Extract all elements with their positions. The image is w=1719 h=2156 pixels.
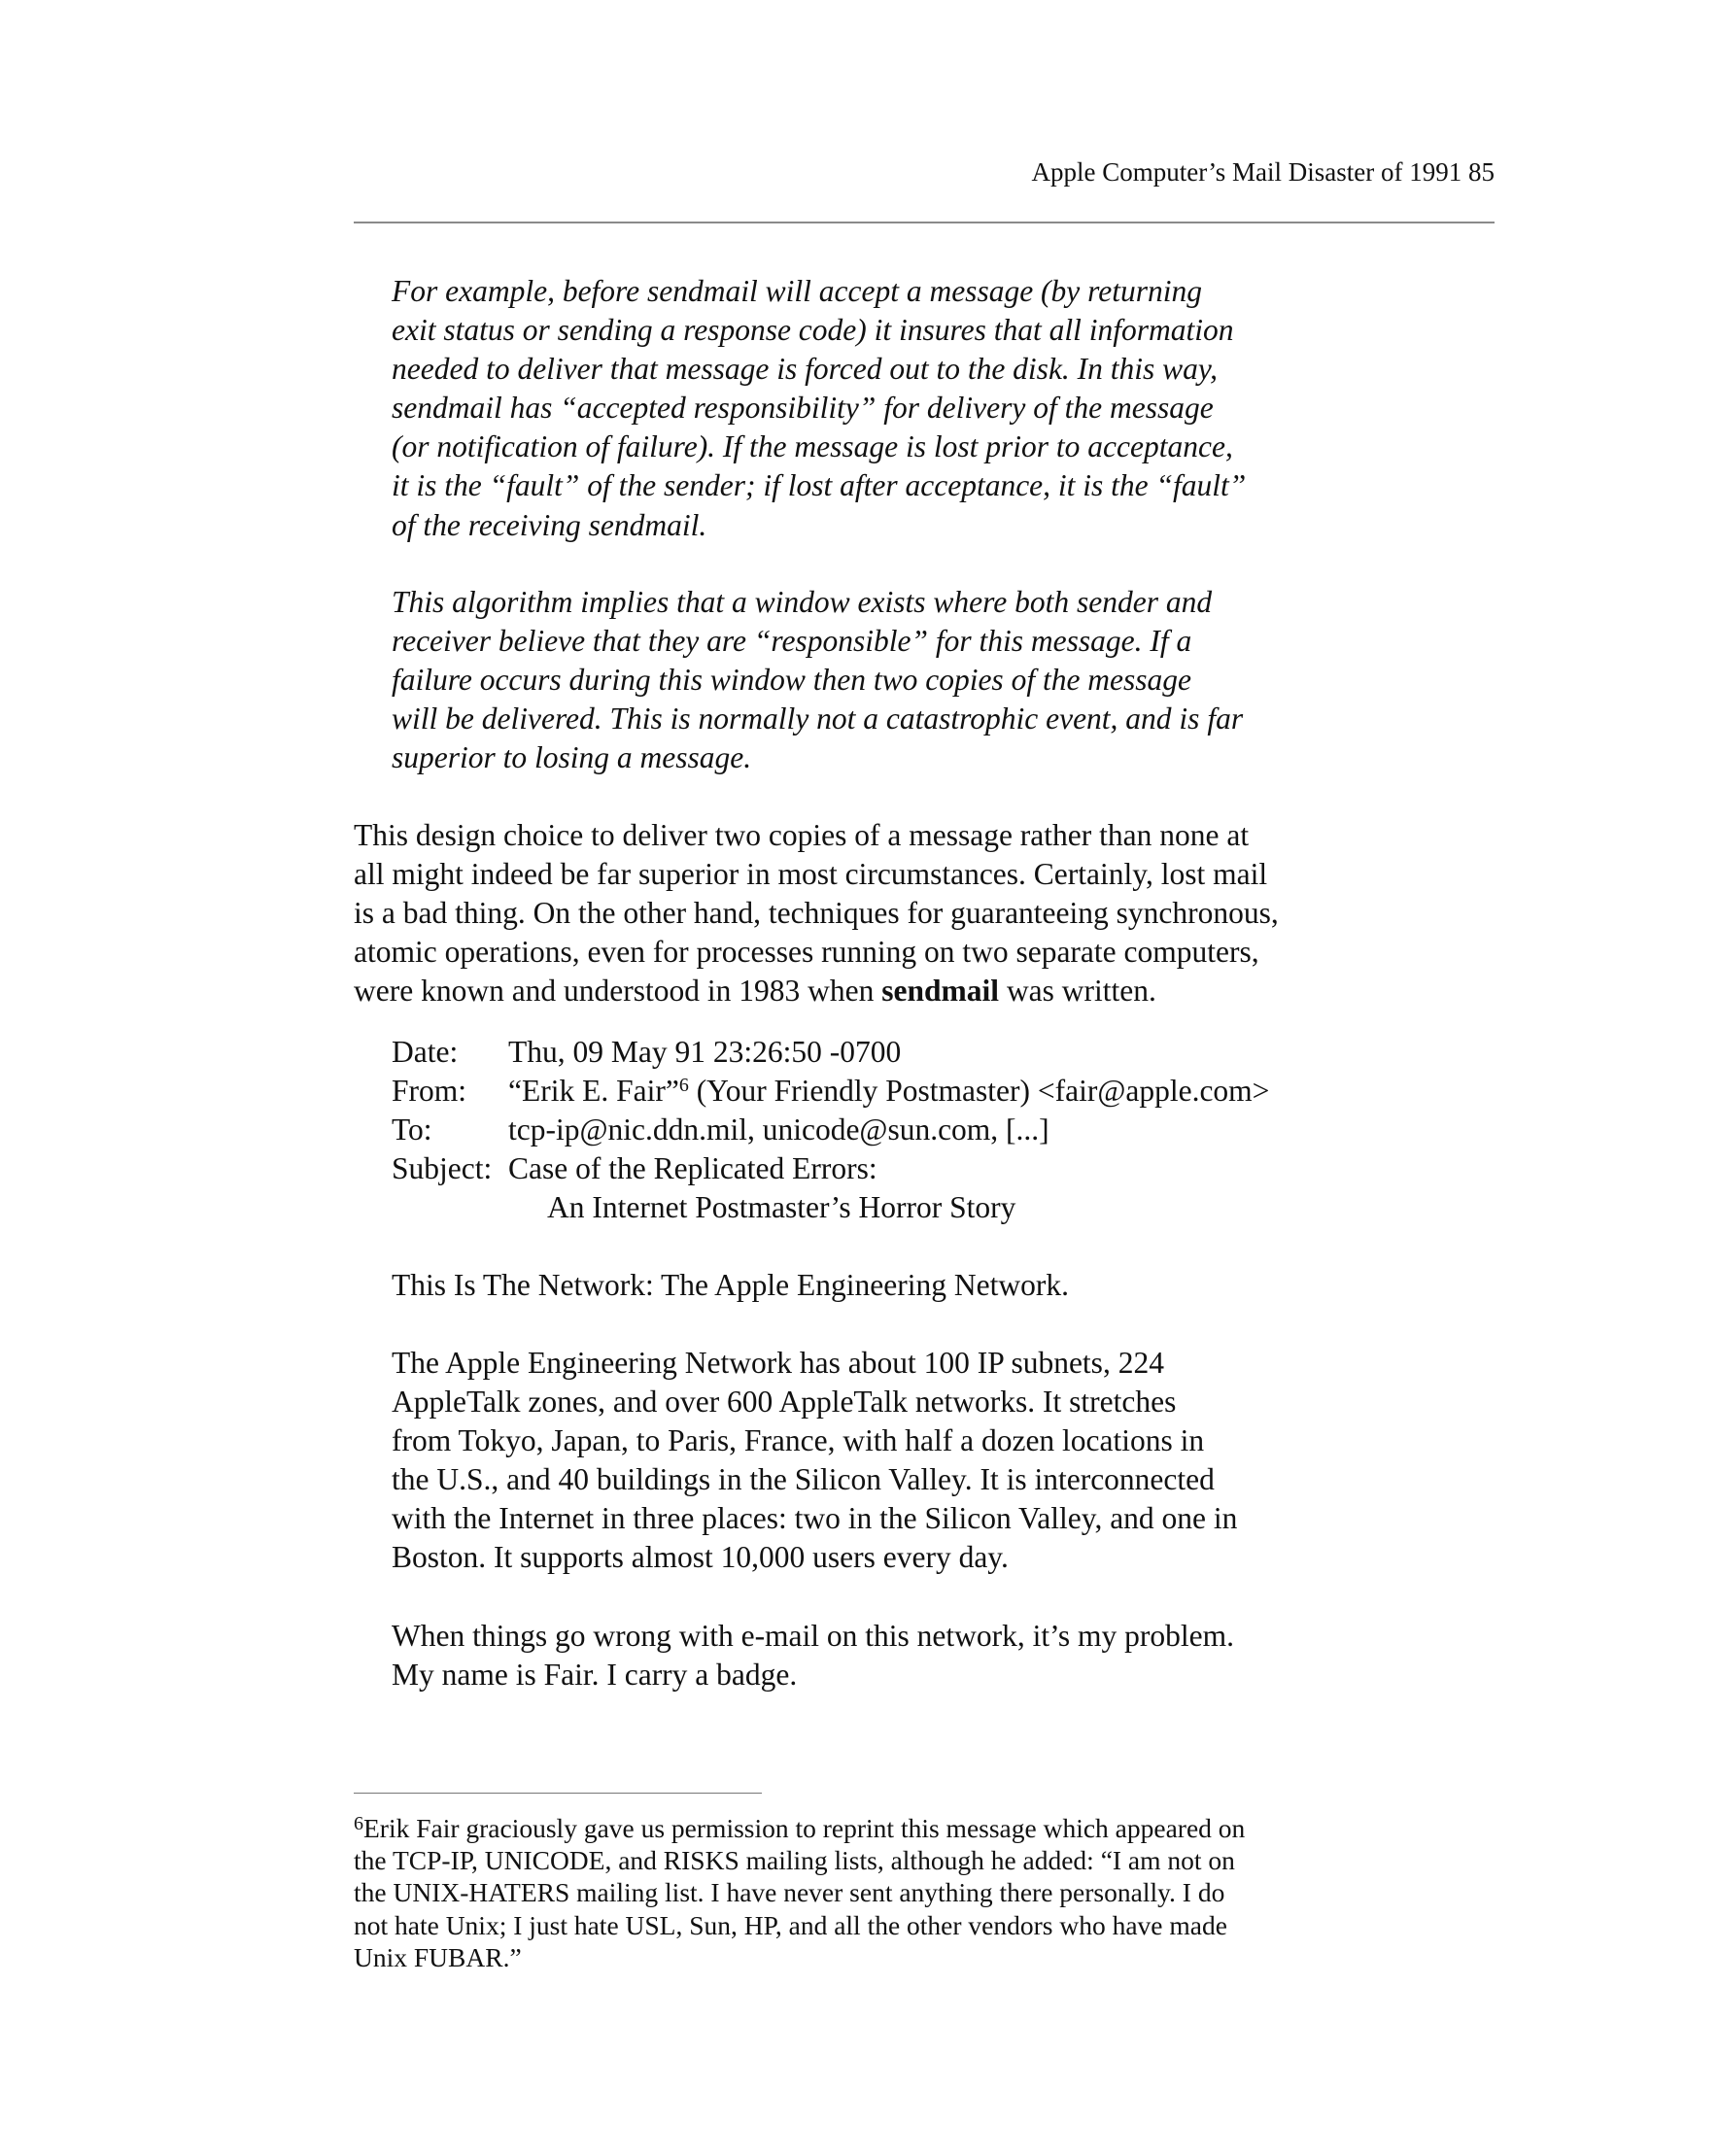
from-value <box>508 1072 1269 1111</box>
from-address: (Your Friendly Postmaster) <fair@apple.com> <box>688 1074 1270 1109</box>
body-text: were known and understood in 1983 when <box>354 974 882 1009</box>
footnote-line <box>354 1812 1335 1844</box>
footnote-line: not hate Unix; I just hate USL, Sun, HP, and all the other vendors who have made <box>354 1909 1227 1940</box>
footnote-line: Unix FUBAR.” <box>354 1941 522 1972</box>
date-label: Date: <box>392 1035 459 1069</box>
email-line: When things go wrong with e-mail on this network, it’s my problem. <box>392 1619 1235 1653</box>
to-label: To: <box>392 1112 432 1147</box>
from-label: From: <box>392 1074 467 1109</box>
quote-line: receiver believe that they are “responsible” for this message. If a <box>392 624 1192 659</box>
quote-line: For example, before sendmail will accept a message (by returning <box>392 274 1202 308</box>
footnote-line: the UNIX-HATERS mailing list. I have never sent anything there personally. I do <box>354 1877 1225 1908</box>
quote-line: needed to deliver that message is forced out to the disk. In this way, <box>392 352 1219 387</box>
email-line: with the Internet in three places: two in the Silicon Valley, and one in <box>392 1501 1238 1536</box>
quote-paragraph-2 <box>392 583 1290 777</box>
email-line: the U.S., and 40 buildings in the Silicon Valley. It is interconnected <box>392 1462 1215 1497</box>
body-line: This design choice to deliver two copies of a message rather than none at <box>354 818 1250 852</box>
body-line-last <box>354 972 1335 1010</box>
email-line: from Tokyo, Japan, to Paris, France, with half a dozen locations in <box>392 1423 1205 1458</box>
subject-header <box>392 1149 1269 1188</box>
running-head: Apple Computer’s Mail Disaster of 1991 85 <box>1031 157 1495 187</box>
quote-line: it is the “fault” of the sender; if lost after acceptance, it is the “fault” <box>392 468 1247 503</box>
footnote-text: Erik Fair graciously gave us permission to reprint this message which appeared on <box>363 1813 1246 1843</box>
body-line: is a bad thing. On the other hand, techniques for guaranteeing synchronous, <box>354 896 1279 931</box>
header-rule <box>354 222 1495 223</box>
from-header <box>392 1072 1269 1111</box>
to-header <box>392 1111 1269 1149</box>
email-line: AppleTalk zones, and over 600 AppleTalk networks. It stretches <box>392 1385 1177 1420</box>
email-line: My name is Fair. I carry a badge. <box>392 1658 798 1693</box>
footnote-line: the TCP-IP, UNICODE, and RISKS mailing lists, although he added: “I am not on <box>354 1845 1235 1876</box>
body-line: all might indeed be far superior in most circumstances. Certainly, lost mail <box>354 857 1268 892</box>
sendmail-term: sendmail <box>881 974 1000 1009</box>
body-text: was written. <box>999 974 1156 1009</box>
footnote-mark: 6 <box>354 1813 363 1834</box>
body-paragraph <box>354 816 1335 1010</box>
email-line: Boston. It supports almost 10,000 users every day. <box>392 1540 1009 1575</box>
quote-line: superior to losing a message. <box>392 740 752 775</box>
from-name: “Erik E. Fair” <box>508 1074 679 1109</box>
date-header <box>392 1033 1269 1072</box>
email-paragraph-1: This Is The Network: The Apple Engineering Network. <box>392 1268 1069 1302</box>
body-line: atomic operations, even for processes running on two separate computers, <box>354 935 1259 970</box>
subject-continuation: An Internet Postmaster’s Horror Story <box>547 1190 1016 1225</box>
quote-line: exit status or sending a response code) it insures that all information <box>392 313 1234 348</box>
footnote <box>354 1812 1335 1973</box>
subject-value: Case of the Replicated Errors: <box>508 1151 877 1186</box>
subject-label: Subject: <box>392 1151 493 1186</box>
email-line: The Apple Engineering Network has about 100 IP subnets, 224 <box>392 1346 1164 1380</box>
quote-paragraph-1 <box>392 272 1290 545</box>
to-value: tcp-ip@nic.ddn.mil, unicode@sun.com, [...] <box>508 1112 1049 1147</box>
email-paragraph-3 <box>392 1617 1324 1694</box>
email-paragraph-2 <box>392 1344 1324 1578</box>
quote-line: sendmail has “accepted responsibility” for delivery of the message <box>392 391 1214 426</box>
date-value: Thu, 09 May 91 23:26:50 -0700 <box>508 1035 902 1069</box>
quote-line: (or notification of failure). If the message is lost prior to acceptance, <box>392 429 1233 464</box>
footnote-reference[interactable]: 6 <box>678 1075 689 1097</box>
footnote-rule <box>354 1793 762 1794</box>
quote-line: This algorithm implies that a window exists where both sender and <box>392 585 1213 619</box>
quote-line: of the receiving sendmail. <box>392 507 707 542</box>
quote-line: failure occurs during this window then two copies of the message <box>392 663 1192 698</box>
quote-line: will be delivered. This is normally not a catastrophic event, and is far <box>392 702 1244 736</box>
email-headers <box>392 1033 1269 1227</box>
